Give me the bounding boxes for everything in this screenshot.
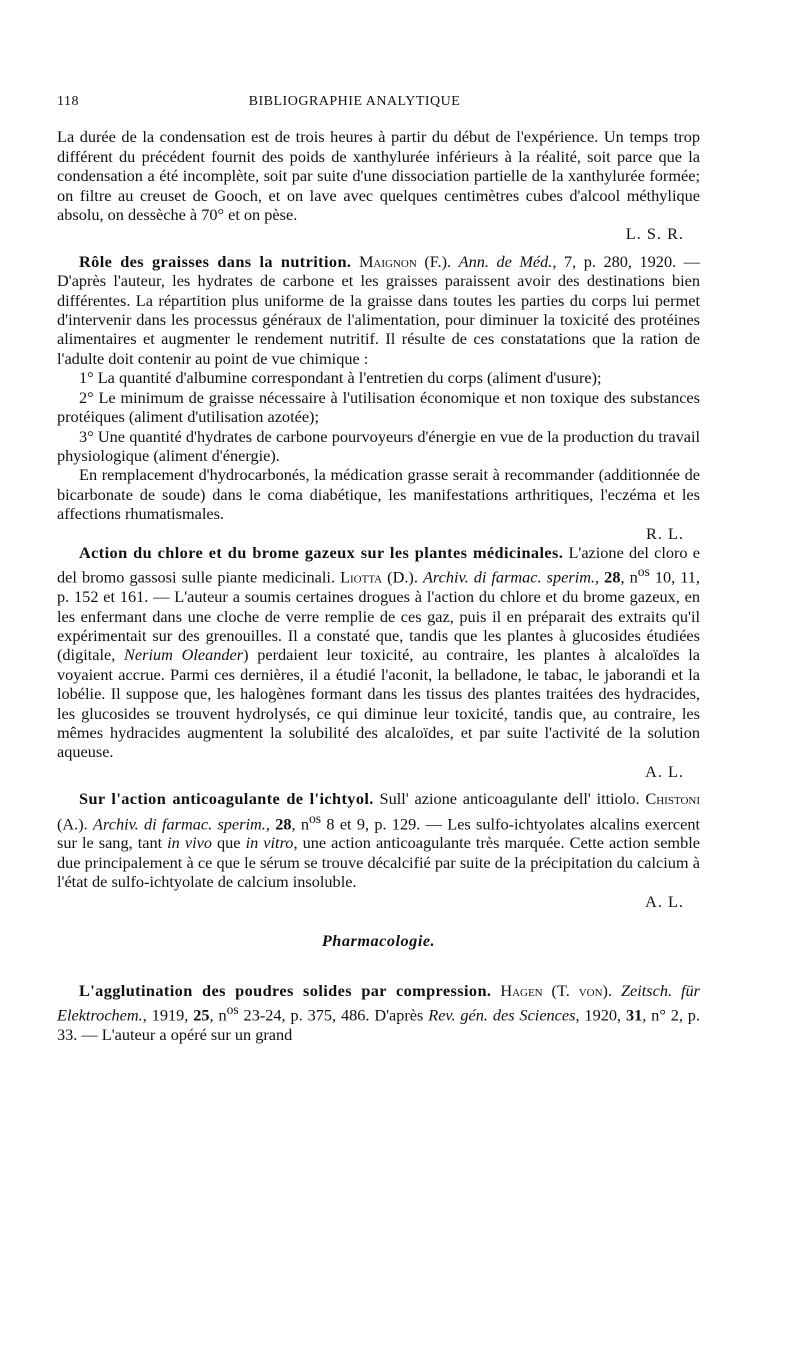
list-item: 2° Le minimum de graisse nécessaire à l'utilisation économique et non toxique des substances protéiques (aliment d'utilisation azotée);: [57, 387, 700, 427]
article-title: L'agglutination des poudres solides par compression.: [79, 980, 492, 1000]
article-journal: Zeitsch. für Elektrochem.: [57, 980, 700, 1025]
article-body: , 7, p. 280, 1920. — D'après l'auteur, les hydrates de carbone et les graisses paraissent avoir des destinations bien différentes. La répartition plus uniforme de la graisse dans toutes les parties du corps lui permet d'intervenir dans les processus généraux de l'alimentation, pour diminuer la toxicité des protéines alimentaires et augmenter le rendement nutritif. Il résulte de ces constatations que la ration de l'adulte doit contenir au point de vue chimique :: [57, 251, 700, 368]
article-body: , n° 2, p. 33. — L'auteur a opéré sur un grand: [57, 1005, 701, 1044]
article-conclusion: En remplacement d'hydrocarbonés, la médication grasse serait à recommander (additionnée de bicarbonate de soude) dans le coma diabétique, les manifestations arthritiques, l'eczéma et les affections rhumatismales.: [57, 465, 700, 524]
article-body: 8 et 9, p. 129. — Les sulfo-ichtyolates alcalins exercent sur le sang, tant: [57, 814, 701, 853]
article-subtitle: L'azione del cloro e del bromo gassosi sulle piante medicinali.: [57, 542, 700, 587]
article-title: Action du chlore et du brome gazeux sur les plantes médicinales.: [79, 542, 564, 562]
article-volume: 31: [625, 1005, 643, 1025]
article-author: Maignon (F.).: [358, 251, 452, 271]
list-item: 1° La quantité d'albumine correspondant à l'entretien du corps (aliment d'usure);: [79, 368, 602, 388]
article-chlore-brome: Action du chlore et du brome gazeux sur les plantes médicinales. L'azione del cloro e del bromo gassosi sulle piante medicinali. Liotta (D.). Archiv. di farmac. sperim., 28, $n^{os}$ 10, 11, p. 152 et 161. — L'auteur a soumis certaines drogues à l'action du chlore et du brome gazeux, en les enfermant dans une cloche de verre remplie de ces gaz, puis il en préparait des extraits qu'il expérimentait sur des grenouilles. Il a constaté que, tandis que les plantes à glucosides étudiées (digitale, Nerium Oleander) perdaient leur toxicité, au contraire, les plantes à alcaloïdes la voyaient accrue. Parmi ces dernières, il a étudié l'aconit, la belladone, le tabac, le jaborandi et la lobélie. Il suppose que, les halogènes formant dans les tissus des plantes traitées des hydracides, les glucosides se trouvent hydrolysés, ce qui diminue leur toxicité, tandis que, au contraire, les mêmes hydracides augmentent la solubilité des alcaloïdes, et par suite l'activité de la solution aqueuse.: [57, 542, 701, 762]
signature: L. S. R.: [625, 224, 684, 244]
article-agglutination: L'agglutination des poudres solides par compression. Hagen (T. von). Zeitsch. für Elektrochem., 1919, 25, $n^{os}$ 23-24, p. 375, 486. D'après Rev. gén. des Sciences, 1920, 31, n° 2, p. 33. — L'auteur a opéré sur un grand: [57, 980, 701, 1044]
article-volume: 28: [275, 814, 292, 834]
signature: R. L.: [645, 523, 684, 543]
signature: A. L.: [645, 891, 684, 911]
article-title: Rôle des graisses dans la nutrition.: [79, 251, 352, 271]
paragraph-continued: La durée de la condensation est de trois heures à partir du début de l'expérience. Un temps trop différent du précédent fournit des poids de xanthylurée inférieurs à la réalité, soit parce que la condensation a été incomplète, soit par suite d'une dissociation partielle de la xanthylurée formée; on filtre au creuset de Gooch, et on lave avec quelques centimètres cubes d'alcool méthylique absolu, on dessèche à 70° et on pèse.: [57, 127, 700, 225]
article-journal: Rev. gén. des Sciences: [428, 1005, 576, 1025]
running-title: BIBLIOGRAPHIE ANALYTIQUE: [248, 94, 461, 109]
article-journal: Archiv. di farmac. sperim.: [93, 814, 266, 834]
article-volume: 25: [193, 1005, 210, 1025]
article-body: 10, 11, p. 152 et 161. — L'auteur a soumis certaines drogues à l'action du chlore et du brome gazeux, en les enfermant dans une cloche de verre remplie de ces gaz, puis il en préparait des extraits qu'il expérimentait sur des grenouilles. Il a constaté que, tandis que les plantes à glucosides étudiées (digitale,: [57, 567, 700, 665]
article-author: Liotta (D.).: [340, 567, 418, 587]
article-body: ) perdaient leur toxicité, au contraire, les plantes à alcaloïdes la voyaient accrue. Parmi ces dernières, il a étudié l'aconit, la belladone, le tabac, le jaborandi et la lobélie. Il suppose que, les halogènes formant dans les tissus des plantes traitées des hydracides, les glucosides se trouvent hydrolysés, ce qui diminue leur toxicité, tandis que, au contraire, les mêmes hydracides augmentent la solubilité des alcaloïdes, et par suite l'activité de la solution aqueuse.: [57, 645, 701, 762]
article-volume: 28: [604, 567, 621, 587]
article-body: 23-24, p. 375, 486. D'après: [238, 1005, 429, 1025]
article-subtitle: Sull' azione anticoagulante dell' ittiolo.: [373, 789, 646, 809]
article-ichtyol: Sur l'action anticoagulante de l'ichtyol. Sull' azione anticoagulante dell' ittiolo. Chistoni (A.). Archiv. di farmac. sperim., 28, $n^{os}$ 8 et 9, p. 129. — Les sulfo-ichtyolates alcalins exercent sur le sang, tant in vivo que in vitro, une action anticoagulante très marquée. Cette action semble due principalement à ce que le sérum se trouve décalcifié par suite de la précipitation du calcium à l'état de sulfo-ichtyolate de calcium insoluble.: [57, 789, 701, 892]
article-graisses: [57, 252, 700, 368]
article-author: Hagen (T. von).: [500, 980, 613, 1000]
article-body: , une action anticoagulante très marquée. Cette action semble due principalement à ce que le sérum se trouve décalcifié par suite de la précipitation du calcium à l'état de sulfo-ichtyolate de calcium insoluble.: [57, 833, 700, 892]
article-journal: Archiv. di farmac. sperim.: [422, 567, 596, 587]
species-name: Nerium Oleander: [124, 645, 244, 665]
page-number: 118: [57, 94, 79, 109]
list-item: 3° Une quantité d'hydrates de carbone pourvoyeurs d'énergie en vue de la production du travail physiologique (aliment d'énergie).: [57, 426, 700, 465]
signature: A. L.: [645, 761, 684, 781]
article-title: Sur l'action anticoagulante de l'ichtyol.: [79, 789, 374, 809]
page-header: [57, 92, 700, 111]
article-author: Chistoni (A.).: [57, 789, 701, 834]
section-heading: Pharmacologie.: [321, 931, 436, 951]
article-journal: Ann. de Méd.: [458, 251, 553, 271]
